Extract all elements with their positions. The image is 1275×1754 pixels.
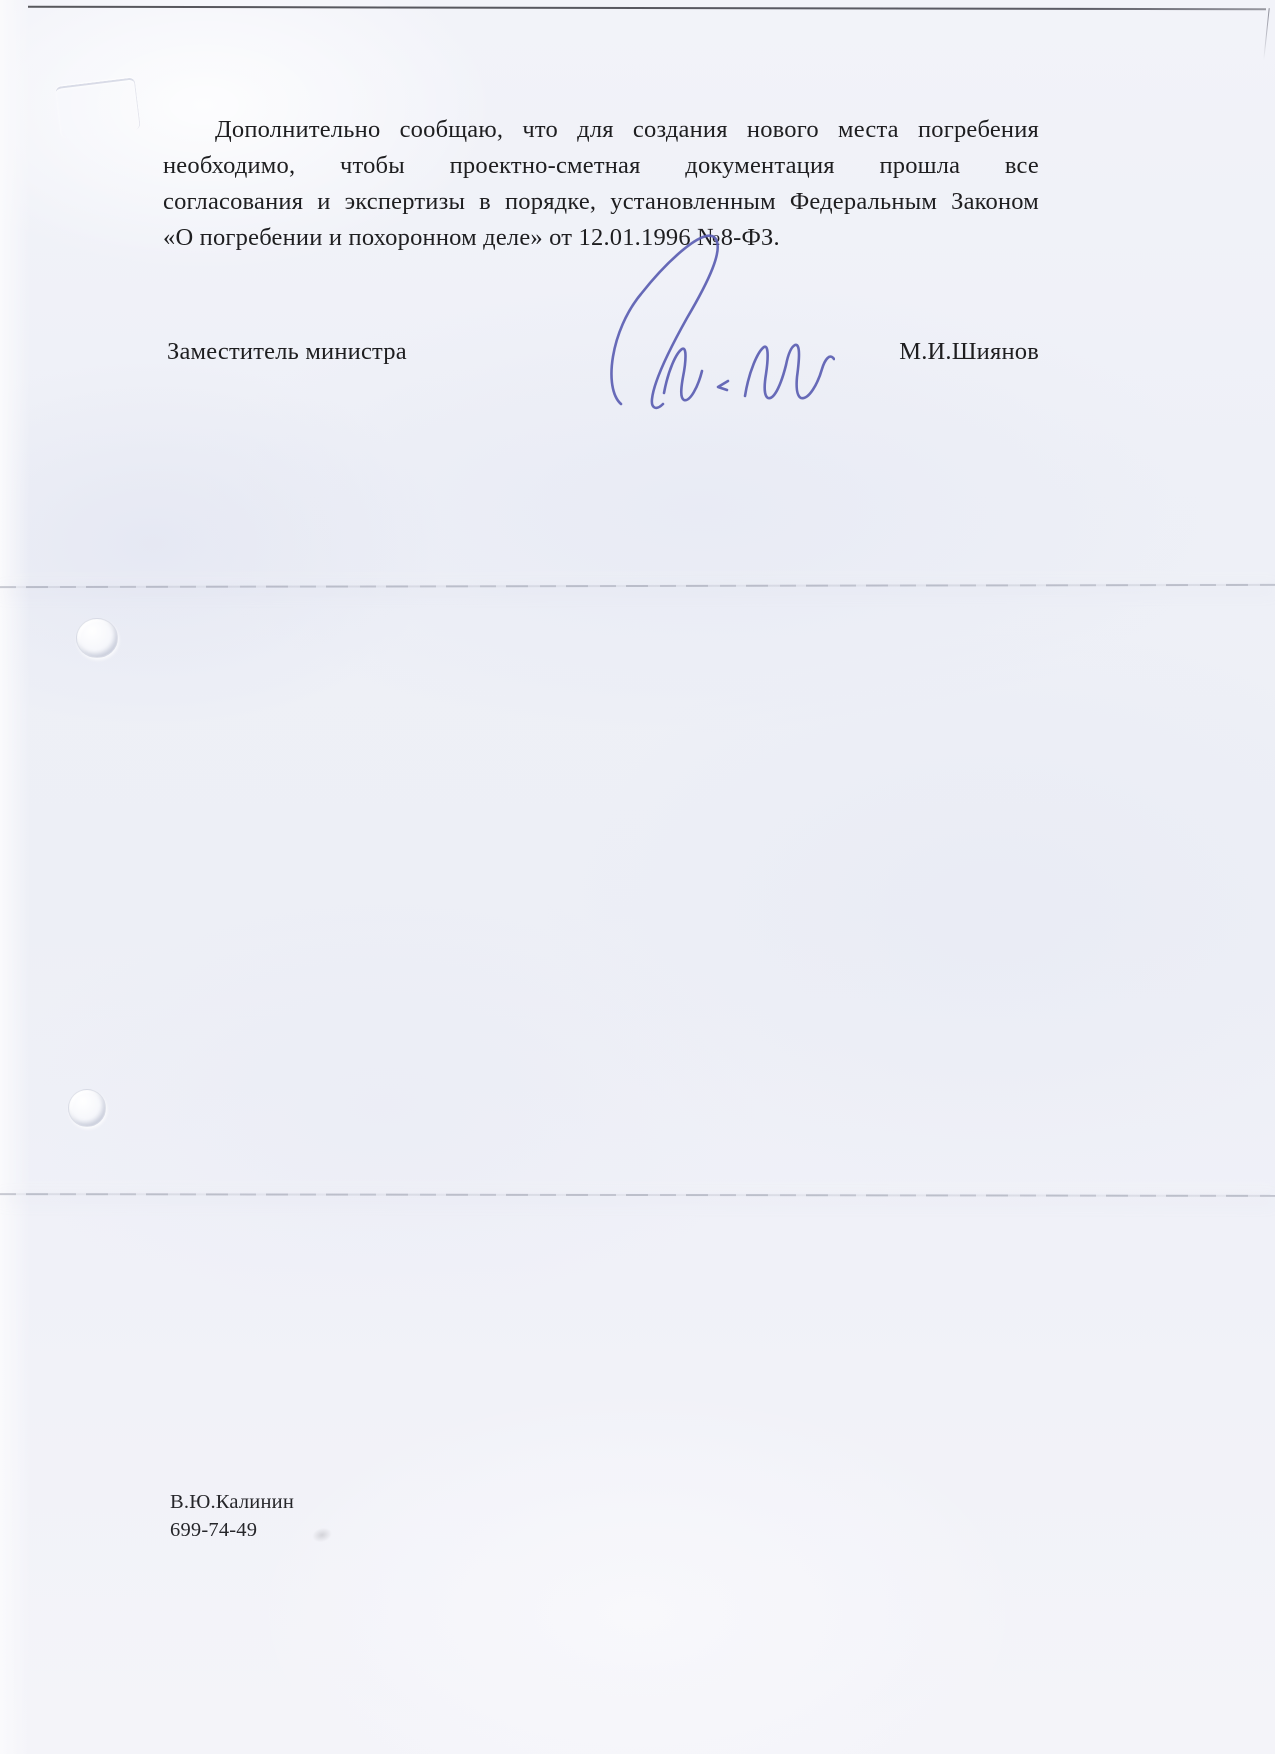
punch-mark-upper xyxy=(76,618,118,658)
signature-stroke xyxy=(664,349,702,401)
scan-edge-line xyxy=(28,6,1266,11)
executor-contact xyxy=(170,1489,294,1544)
executor-phone: 699-74-49 xyxy=(170,1518,258,1541)
paragraph-line: необходимо, чтобы проектно-сметная документация прошла все xyxy=(163,152,1039,179)
scanner-edge-strip xyxy=(0,0,30,1754)
paragraph-line: Дополнительно сообщаю, что для создания нового места погребения xyxy=(215,116,1039,143)
signature-stroke xyxy=(611,236,717,408)
signoff-name: М.И.Шиянов xyxy=(899,338,1039,365)
fold-line-upper xyxy=(0,584,1275,588)
signature-ink xyxy=(535,222,835,422)
scan-edge-line-right xyxy=(1263,8,1269,60)
crease-mark xyxy=(55,77,141,138)
paragraph-line: «О погребении и похоронном деле» от 12.01.1996 №8-ФЗ. xyxy=(163,224,780,251)
signature-stroke xyxy=(718,381,728,390)
signoff-title: Заместитель министра xyxy=(167,338,407,365)
paragraph-line: согласования и экспертизы в порядке, установленным Федеральным Законом xyxy=(163,188,1039,215)
executor-name: В.Ю.Калинин xyxy=(170,1491,294,1513)
punch-mark-lower xyxy=(68,1089,106,1127)
fold-line-lower xyxy=(0,1193,1275,1197)
smudge-mark xyxy=(311,1526,334,1545)
signature-stroke xyxy=(745,345,834,398)
